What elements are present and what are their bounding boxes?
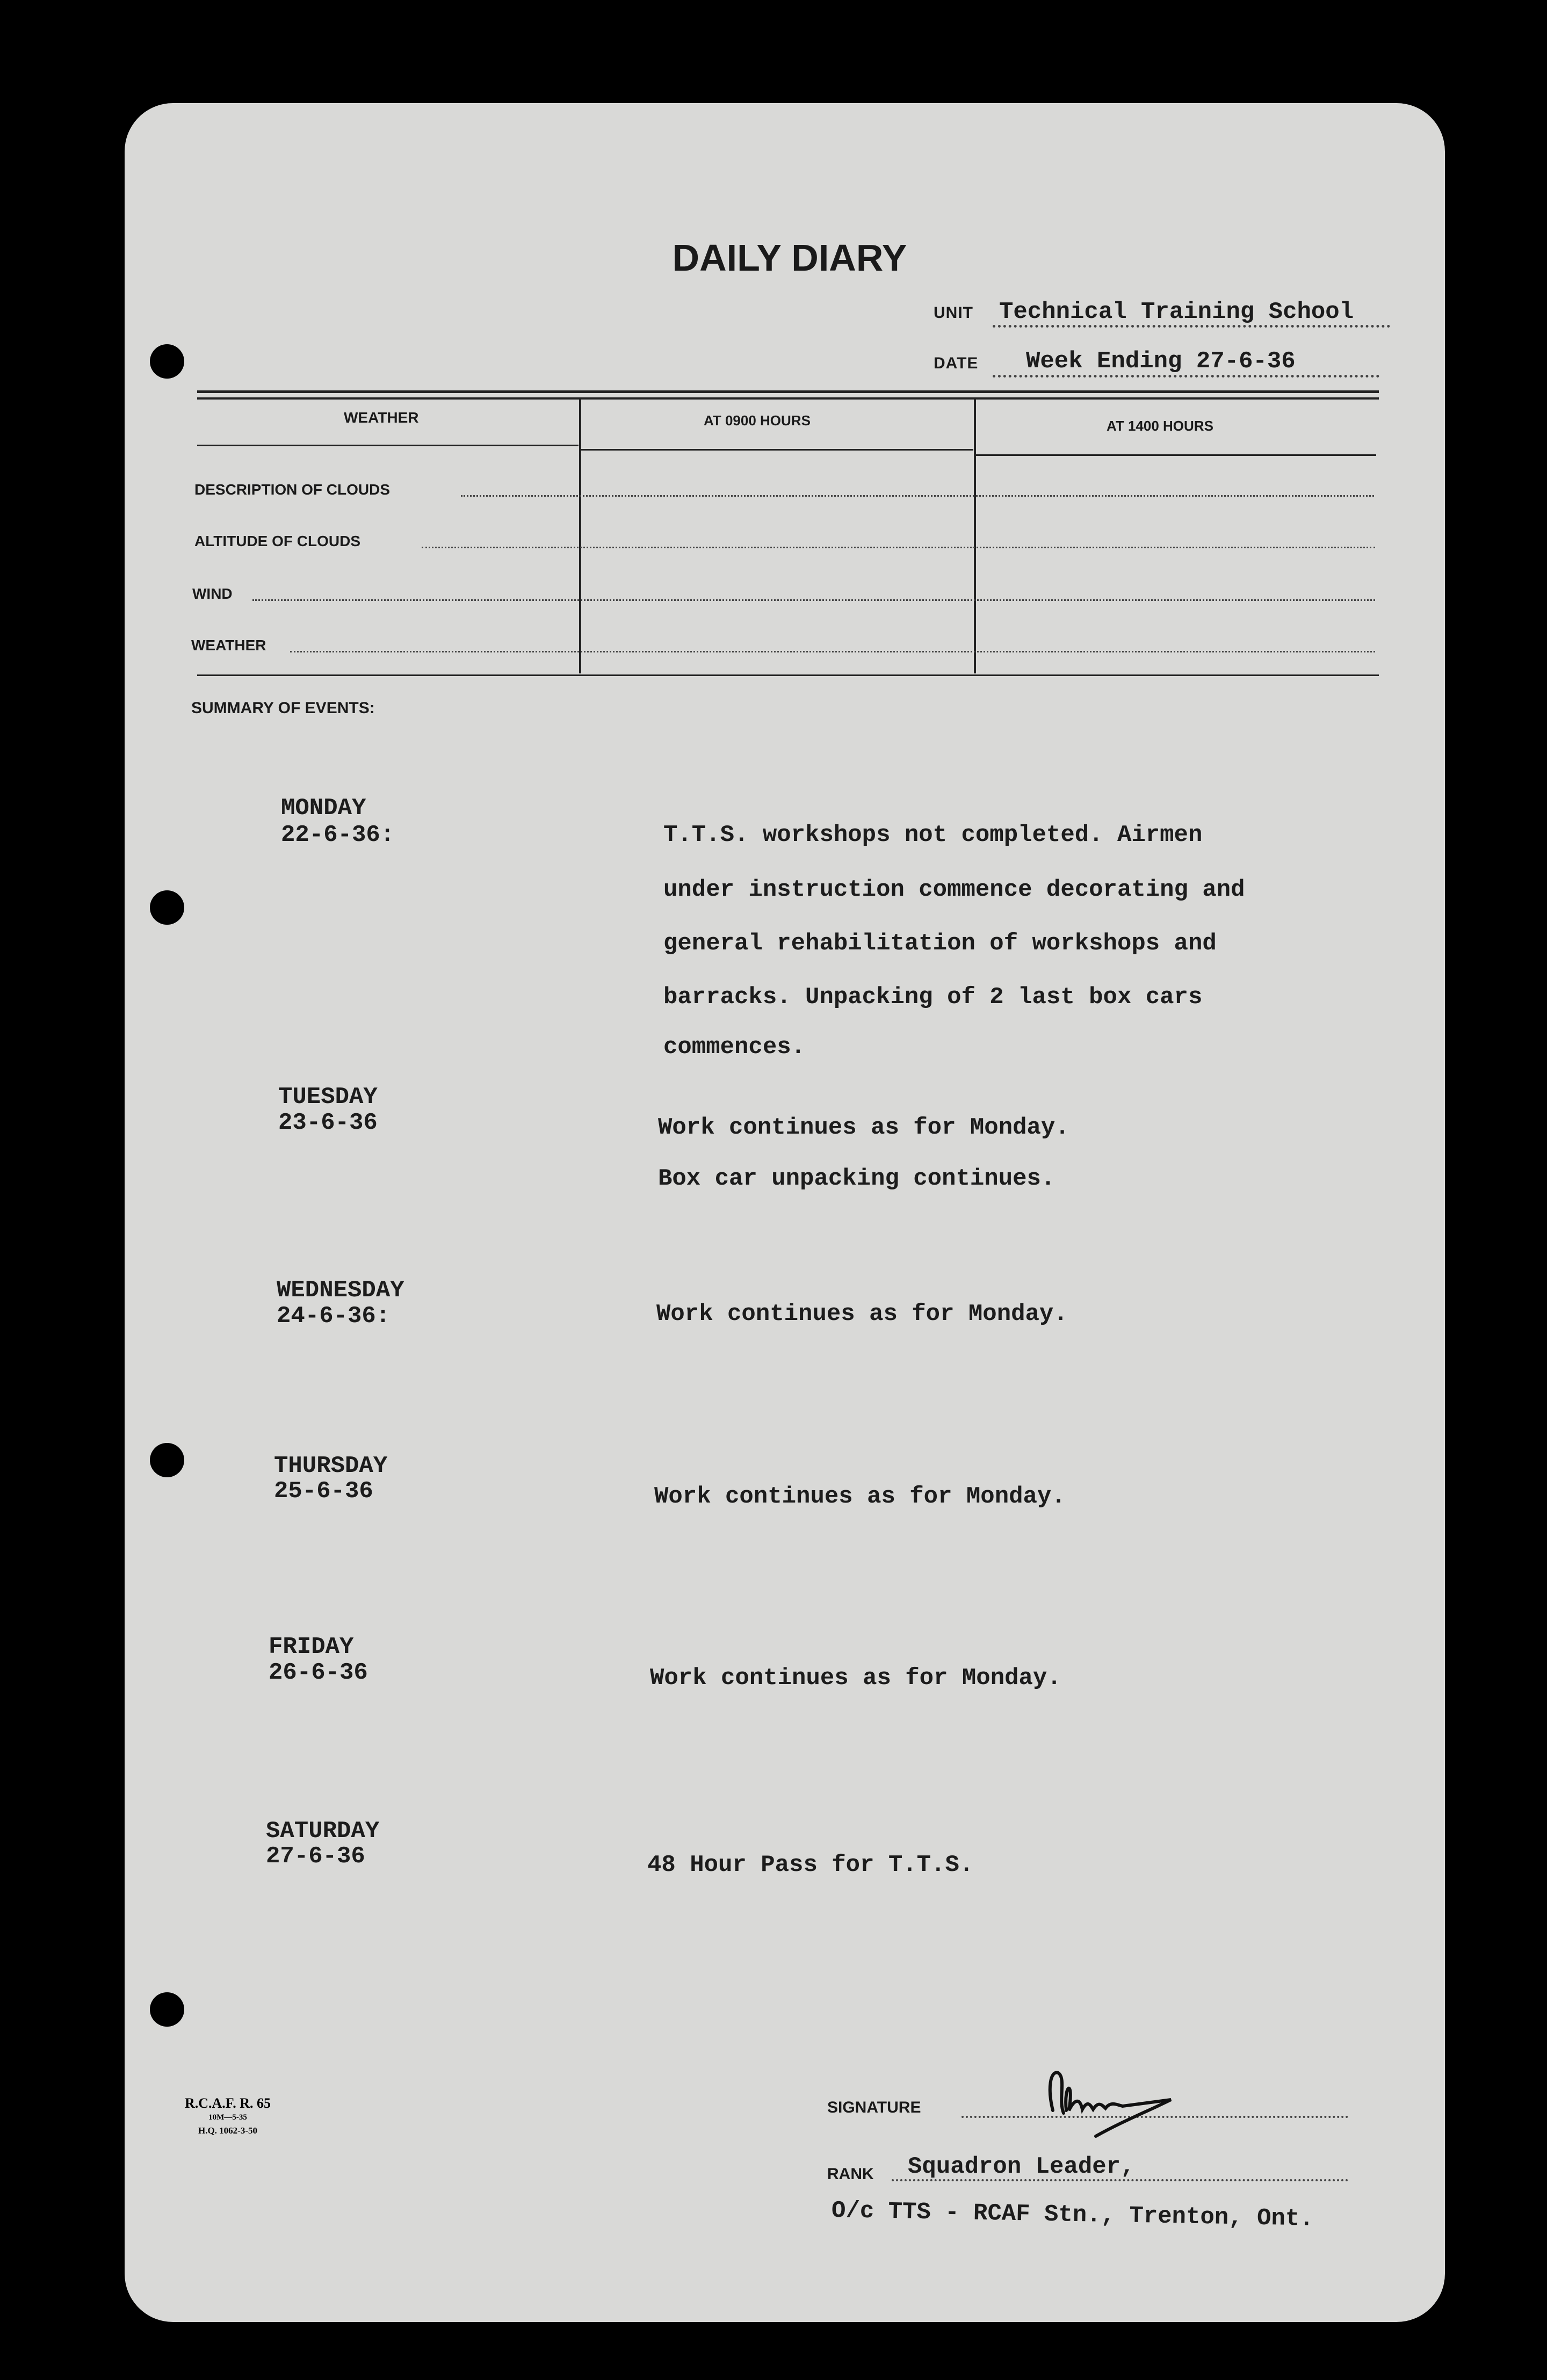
divider xyxy=(976,454,1376,456)
event-date: 23-6-36 xyxy=(278,1109,378,1136)
event-day: THURSDAY xyxy=(274,1453,388,1479)
event-date: 24-6-36: xyxy=(277,1303,391,1330)
diary-page xyxy=(125,103,1445,2322)
form-number-line: H.Q. 1062-3-50 xyxy=(198,2125,258,2136)
divider xyxy=(974,400,976,673)
event-line: Work continues as for Monday. xyxy=(656,1301,1068,1327)
divider xyxy=(579,400,581,673)
divider xyxy=(197,674,1379,676)
event-line: Work continues as for Monday. xyxy=(650,1665,1061,1692)
column-header: WEATHER xyxy=(344,409,419,426)
event-line: Work continues as for Monday. xyxy=(658,1114,1069,1141)
entry-line xyxy=(290,651,1375,652)
event-line: under instruction commence decorating and xyxy=(663,876,1245,903)
row-label: WIND xyxy=(192,585,233,602)
event-day: TUESDAY xyxy=(278,1084,378,1111)
unit-label: UNIT xyxy=(934,304,973,322)
punch-hole xyxy=(150,1443,184,1477)
date-value: Week Ending 27-6-36 xyxy=(1026,348,1296,375)
event-date: 26-6-36 xyxy=(269,1659,368,1686)
punch-hole xyxy=(150,344,184,379)
row-label: DESCRIPTION OF CLOUDS xyxy=(194,481,391,498)
date-label: DATE xyxy=(934,354,979,372)
officer-position: O/c TTS - RCAF Stn., Trenton, Ont. xyxy=(831,2197,1314,2233)
punch-hole xyxy=(150,890,184,925)
event-day: WEDNESDAY xyxy=(277,1277,404,1304)
event-date: 27-6-36 xyxy=(266,1843,365,1870)
entry-line xyxy=(252,599,1375,601)
entry-line xyxy=(461,495,1374,497)
rank-value: Squadron Leader, xyxy=(908,2153,1135,2180)
divider xyxy=(197,390,1379,393)
event-day: FRIDAY xyxy=(269,1634,354,1660)
event-date: 22-6-36: xyxy=(281,822,395,848)
event-line: Box car unpacking continues. xyxy=(658,1165,1056,1192)
date-line xyxy=(993,375,1379,378)
unit-value: Technical Training School xyxy=(999,299,1354,325)
signature-label: SIGNATURE xyxy=(827,2099,921,2116)
punch-hole xyxy=(150,1992,184,2027)
column-header: AT 0900 HOURS xyxy=(704,412,811,429)
summary-label: SUMMARY OF EVENTS: xyxy=(191,699,375,717)
column-header: AT 1400 HOURS xyxy=(1107,418,1213,434)
event-line: Work continues as for Monday. xyxy=(654,1483,1066,1510)
event-line: general rehabilitation of workshops and xyxy=(663,930,1217,957)
event-date: 25-6-36 xyxy=(274,1478,373,1505)
event-line: barracks. Unpacking of 2 last box cars xyxy=(663,984,1203,1011)
divider xyxy=(581,449,973,451)
row-label: ALTITUDE OF CLOUDS xyxy=(194,533,361,549)
form-number-line: 10M—5-35 xyxy=(208,2113,247,2122)
entry-line xyxy=(422,547,1375,548)
event-line: commences. xyxy=(663,1034,806,1061)
event-line: 48 Hour Pass for T.T.S. xyxy=(647,1852,974,1878)
row-label: WEATHER xyxy=(191,637,266,654)
page-title: DAILY DIARY xyxy=(672,237,907,279)
divider xyxy=(197,397,1379,400)
rank-label: RANK xyxy=(827,2165,874,2183)
divider xyxy=(197,445,579,446)
event-line: T.T.S. workshops not completed. Airmen xyxy=(663,822,1203,848)
form-number-line: R.C.A.F. R. 65 xyxy=(184,2095,271,2111)
event-day: MONDAY xyxy=(281,795,366,822)
event-day: SATURDAY xyxy=(266,1818,380,1845)
signature-image xyxy=(1042,2067,1257,2143)
